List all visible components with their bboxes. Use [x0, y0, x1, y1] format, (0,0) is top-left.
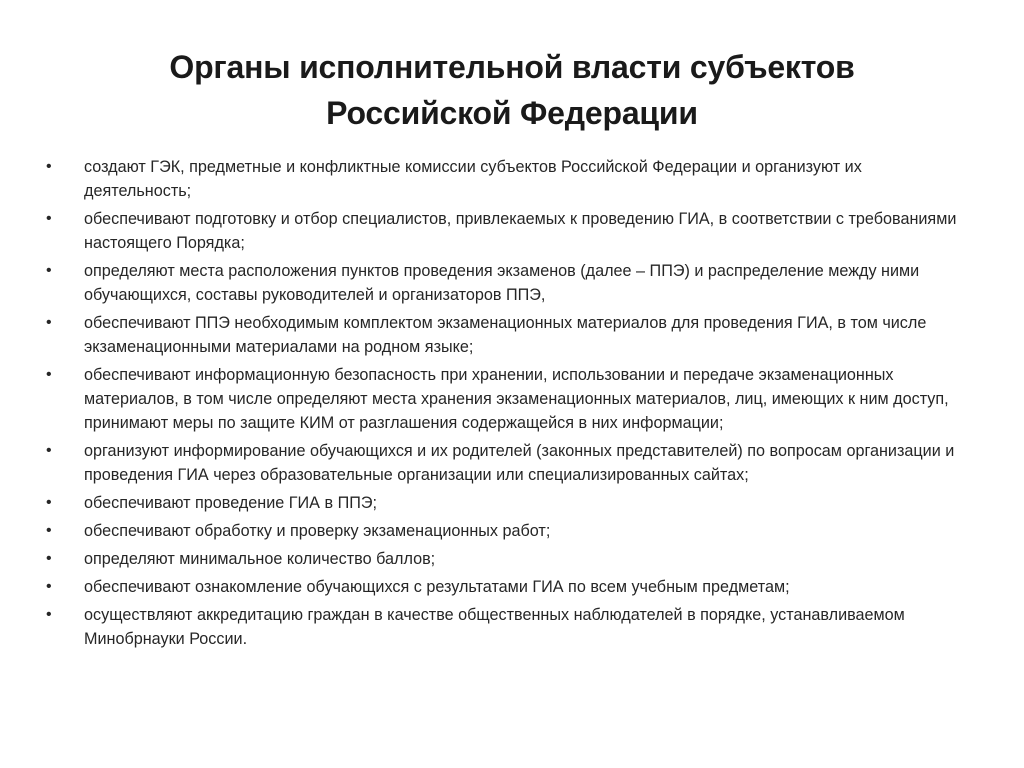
bullet-item — [46, 491, 971, 515]
bullet-text: обеспечивают ознакомление обучающихся с результатами ГИА по всем учебным предметам; — [84, 578, 790, 596]
bullet-item — [46, 363, 971, 435]
bullet-icon: • — [46, 442, 52, 459]
bullet-icon: • — [46, 550, 52, 567]
bullet-icon: • — [46, 494, 52, 511]
bullet-icon: • — [46, 522, 52, 539]
bullet-item — [46, 311, 971, 359]
bullet-text: обеспечивают ППЭ необходимым комплектом экзаменационных материалов для проведения ГИА, в том числе экзаменационными материалами на родном языке; — [84, 314, 927, 356]
bullet-item — [46, 259, 971, 307]
bullet-item — [46, 575, 971, 599]
bullet-icon: • — [46, 606, 52, 623]
bullet-list — [46, 155, 971, 655]
slide-title — [100, 44, 924, 136]
bullet-icon: • — [46, 578, 52, 595]
bullet-item — [46, 207, 971, 255]
bullet-icon: • — [46, 262, 52, 279]
bullet-icon: • — [46, 314, 52, 331]
bullet-text: обеспечивают информационную безопасность при хранении, использовании и передаче экзаменационных материалов, в том числе определяют места хранения экзаменационных материалов, лиц, имеющих к ним доступ, принимают меры по защите КИМ от разглашения содержащейся в них информации; — [84, 366, 949, 432]
slide-title-line-2: Российской Федерации — [326, 95, 698, 131]
bullet-text: обеспечивают подготовку и отбор специалистов, привлекаемых к проведению ГИА, в соответствии с требованиями настоящего Порядка; — [84, 210, 957, 252]
bullet-text: определяют места расположения пунктов проведения экзаменов (далее – ППЭ) и распределение между ними обучающихся, составы руководителей и организаторов ППЭ, — [84, 262, 920, 304]
bullet-icon: • — [46, 210, 52, 227]
bullet-icon: • — [46, 158, 52, 175]
bullet-text: осуществляют аккредитацию граждан в качестве общественных наблюдателей в порядке, устанавливаемом Минобрнауки России. — [84, 606, 905, 648]
bullet-item — [46, 603, 971, 651]
bullet-text: обеспечивают обработку и проверку экзаменационных работ; — [84, 522, 551, 540]
bullet-item — [46, 439, 971, 487]
bullet-text: определяют минимальное количество баллов; — [84, 550, 436, 568]
bullet-item — [46, 155, 971, 203]
bullet-icon: • — [46, 366, 52, 383]
bullet-text: организуют информирование обучающихся и их родителей (законных представителей) по вопросам организации и проведения ГИА через образовательные организации или специализированных сайтах; — [84, 442, 955, 484]
bullet-text: создают ГЭК, предметные и конфликтные комиссии субъектов Российской Федерации и организуют их деятельность; — [84, 158, 862, 200]
bullet-item — [46, 519, 971, 543]
slide-title-line-1: Органы исполнительной власти субъектов — [169, 49, 855, 85]
bullet-item — [46, 547, 971, 571]
bullet-text: обеспечивают проведение ГИА в ППЭ; — [84, 494, 377, 512]
